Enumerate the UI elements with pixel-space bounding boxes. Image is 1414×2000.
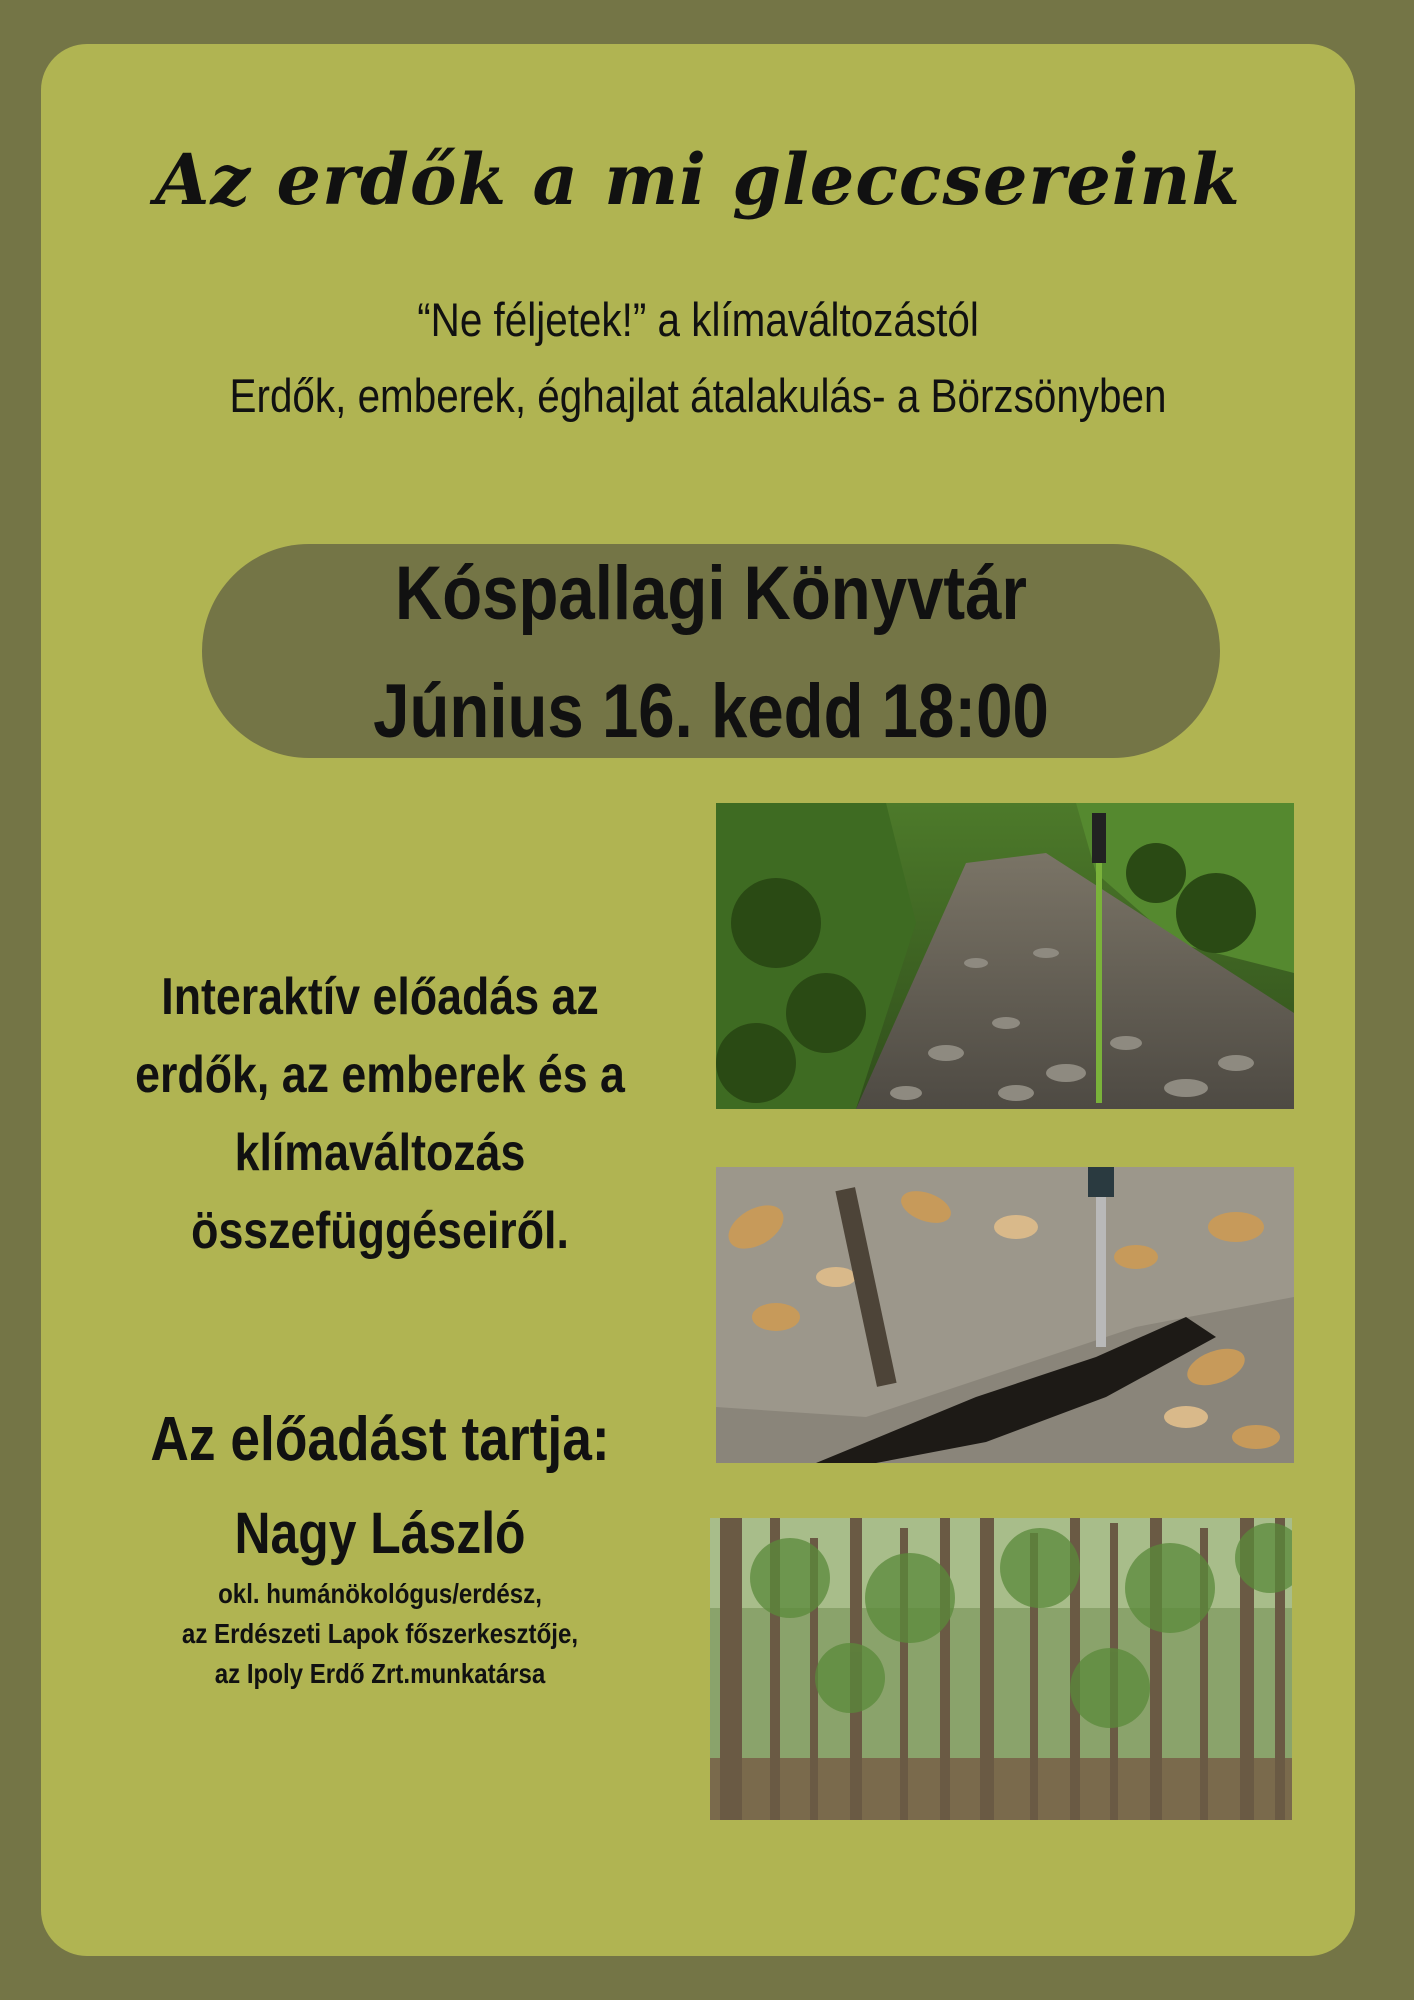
presenter-title-line: okl. humánökológus/erdész, (218, 1578, 542, 1609)
presenter-name: Nagy László (234, 1501, 526, 1566)
presenter-title-line: az Erdészeti Lapok főszerkesztője, (181, 1618, 579, 1649)
presenter-title-line: az Ipoly Erdő Zrt.munkatársa (214, 1658, 546, 1689)
event-description (131, 958, 630, 1270)
description-line: összefüggéseiről. (191, 1202, 569, 1260)
presenter-heading: Az előadást tartja: (150, 1405, 610, 1474)
poster-title: Az erdők a mi gleccsereink (155, 138, 1241, 221)
venue-name: Kóspallagi Könyvtár (395, 551, 1027, 636)
event-datetime: Június 16. kedd 18:00 (373, 669, 1049, 754)
subtitle-line-2: Erdők, emberek, éghajlat átalakulás- a Börzsönyben (229, 369, 1167, 422)
description-line: erdők, az emberek és a (135, 1046, 625, 1104)
photo-cracked-soil (716, 1167, 1294, 1463)
photo-thin-forest (710, 1518, 1292, 1820)
subtitle-line-1: “Ne féljetek!” a klímaváltozástól (417, 293, 979, 346)
photo-rocky-forest-path (716, 803, 1294, 1109)
description-line: Interaktív előadás az (161, 968, 599, 1026)
description-line: klímaváltozás (234, 1124, 526, 1182)
